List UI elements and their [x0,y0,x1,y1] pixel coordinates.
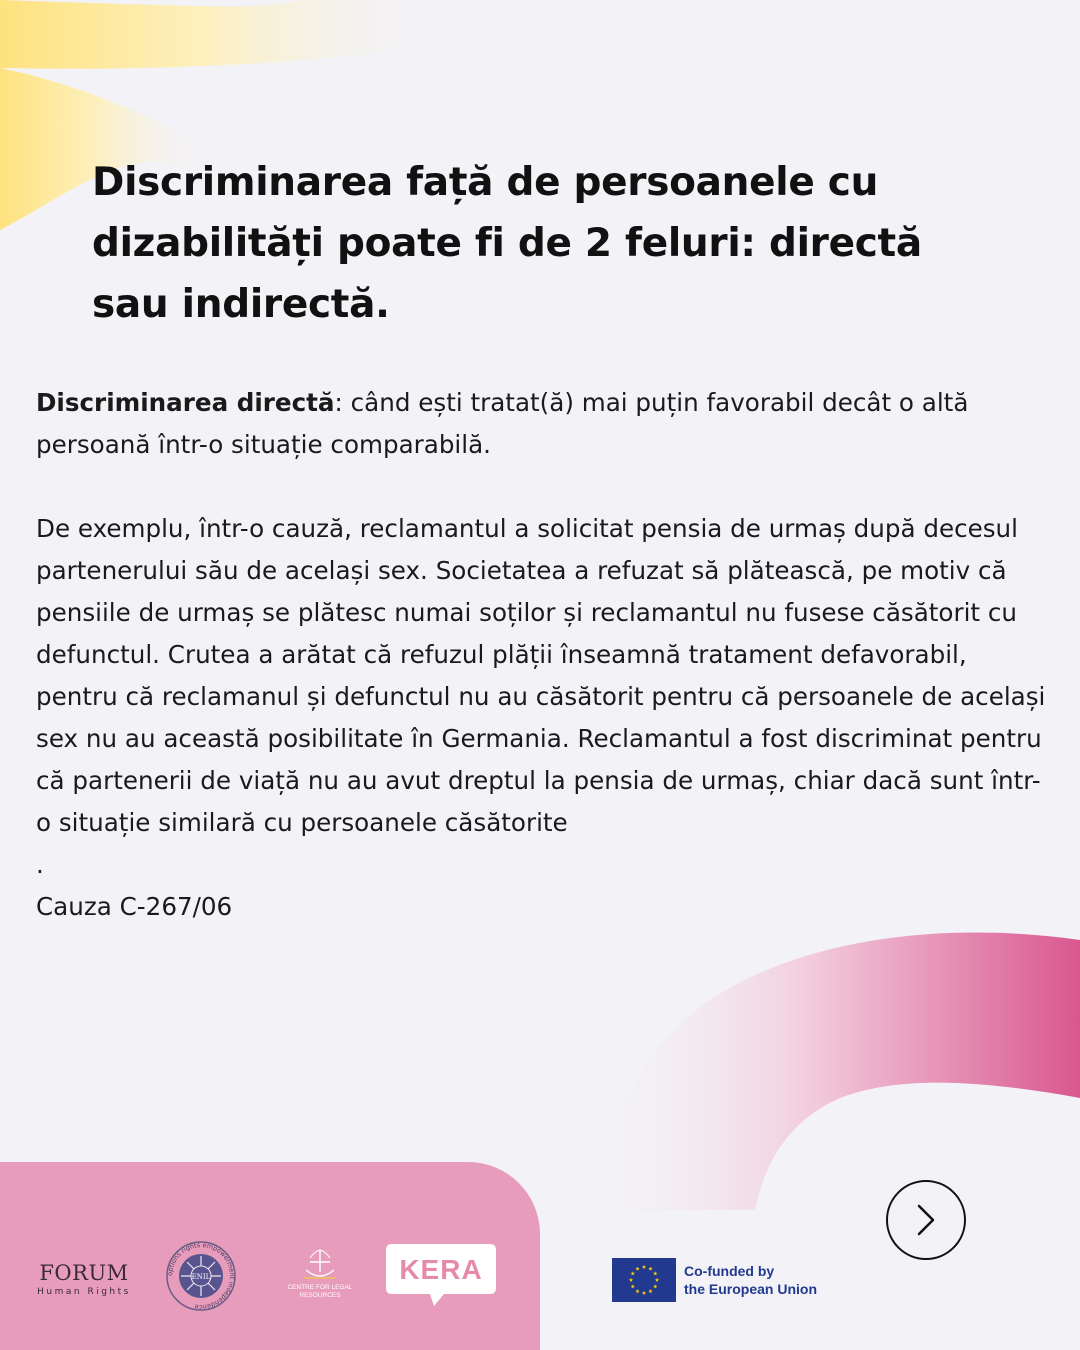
example-paragraph: De exemplu, într-o cauză, reclamantul a solicitat pensia de urmaș după decesul partenerului său de același sex. Societatea a refuzat să plătească, pe motiv că pensiile de urmaș se plătesc numai soților și reclamantul nu fusese căsătorit cu defunctul. Crutea a arătat că refuzul plății înseamnă tratament defavorabil, pentru că reclamanul și defunctul nu au căsătorit pentru că persoanele de același sex nu au această posibilitate în Germania. Reclamantul a fost discriminat pentru că partenerii de viață nu au avut dreptul la pensia de urmaș, chiar dacă sunt într-o situație similară cu persoanele căsătorite [36,514,1046,837]
enil-logo-center: ENIL [191,1273,211,1281]
pink-swoosh [595,933,1080,1211]
forum-logo-main: FORUM [39,1261,129,1285]
paragraph-gap [36,466,1046,508]
yellow-swoosh [0,0,445,69]
definition-text: : când ești tratat(ă) mai puțin favorabil decât o altă persoană într-o situație comparabilă. [36,388,969,459]
clr-logo-line1: CENTRE FOR LEGAL [287,1284,353,1291]
eu-label-line2: the European Union [684,1281,817,1297]
chevron-right-icon [888,1182,964,1258]
eu-cofunded-label [684,1262,817,1298]
case-reference: Cauza C-267/06 [36,892,233,921]
centre-for-legal-resources-logo [282,1248,358,1304]
enil-logo-ring: options rights empowerment independence [165,1240,237,1312]
eu-label-line1: Co-funded by [684,1263,775,1279]
page-title: Discriminarea față de persoanele cu dizabilități poate fi de 2 feluri: directă sau indirectă. [92,160,922,327]
next-slide-button[interactable] [886,1180,966,1260]
body-text [36,382,1046,928]
eu-flag-logo [612,1258,676,1302]
kera-logo-text: KERA [399,1254,483,1285]
enil-logo [165,1240,237,1312]
forum-logo-sub: Human Rights [37,1287,131,1297]
trailing-dot: . [36,850,44,879]
forum-human-rights-logo [34,1262,134,1298]
kera-logo [384,1242,498,1308]
definition-term: Discriminarea directă [36,388,335,417]
definition-paragraph [36,382,1046,466]
clr-logo-line2: RESOURCES [299,1292,341,1299]
